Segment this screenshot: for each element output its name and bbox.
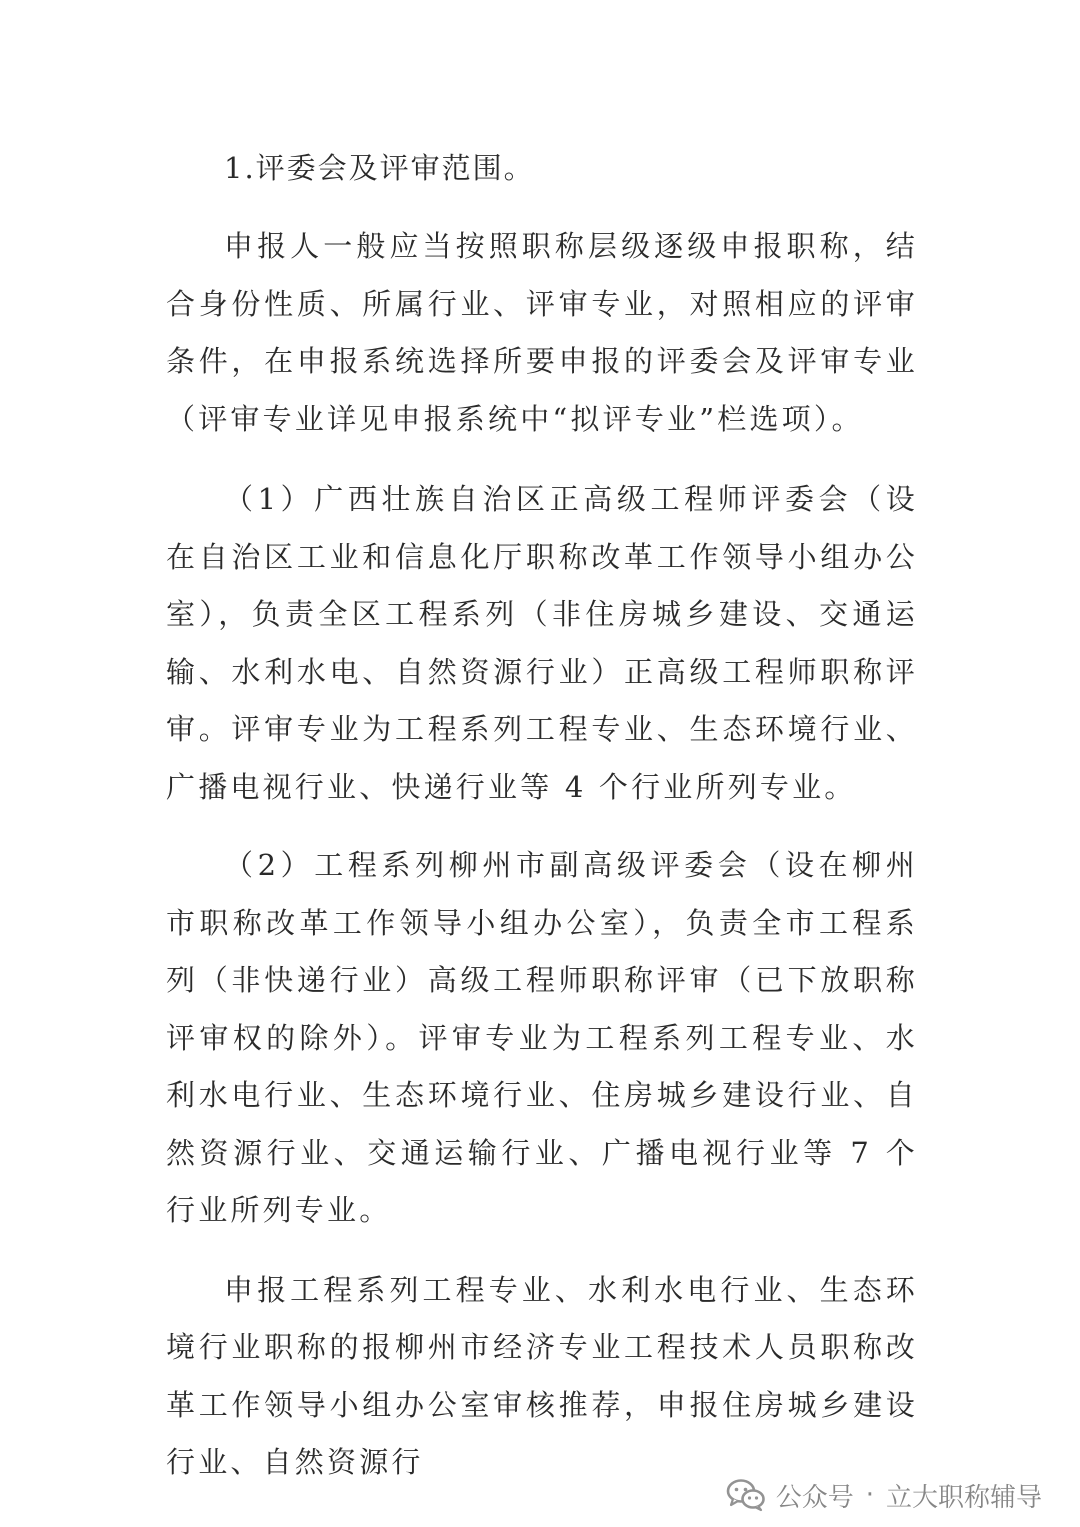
wechat-icon <box>726 1478 766 1512</box>
paragraph-application: 申报工程系列工程专业、水利水电行业、生态环境行业职称的报柳州市经济专业工程技术人员职称改革工作领导小组办公室审核推荐，申报住房城乡建设行业、自然资源行 <box>166 1272 918 1479</box>
paragraph-intro: 申报人一般应当按照职称层级逐级申报职称，结合身份性质、所属行业、评审专业，对照相应的评审条件，在申报系统选择所要申报的评委会及评审专业（评审专业详见申报系统中“拟评专业”栏选项）。 <box>166 229 918 436</box>
wechat-watermark <box>726 1475 1042 1515</box>
watermark-account-name: 立大职称辅导 <box>885 1482 1042 1513</box>
section-heading: 1.评委会及评审范围。 <box>224 151 535 185</box>
watermark-separator: · <box>865 1480 874 1510</box>
paragraph-item-1: （1）广西壮族自治区正高级工程师评委会（设在自治区工业和信息化厅职称改革工作领导小组办公室），负责全区工程系列（非住房城乡建设、交通运输、水利水电、自然资源行业）正高级工程师职称评审。评审专业为工程系列工程专业、生态环境行业、广播电视行业、快递行业等 4 个行业所列专业。 <box>166 482 918 804</box>
paragraph-item-2: （2）工程系列柳州市副高级评委会（设在柳州市职称改革工作领导小组办公室），负责全市工程系列（非快递行业）高级工程师职称评审（已下放职称评审权的除外）。评审专业为工程系列工程专业、水利水电行业、生态环境行业、住房城乡建设行业、自然资源行业、交通运输行业、广播电视行业等 7 个行业所列专业。 <box>166 848 918 1227</box>
watermark-label: 公众号 <box>775 1482 854 1513</box>
document-body <box>166 140 918 1492</box>
